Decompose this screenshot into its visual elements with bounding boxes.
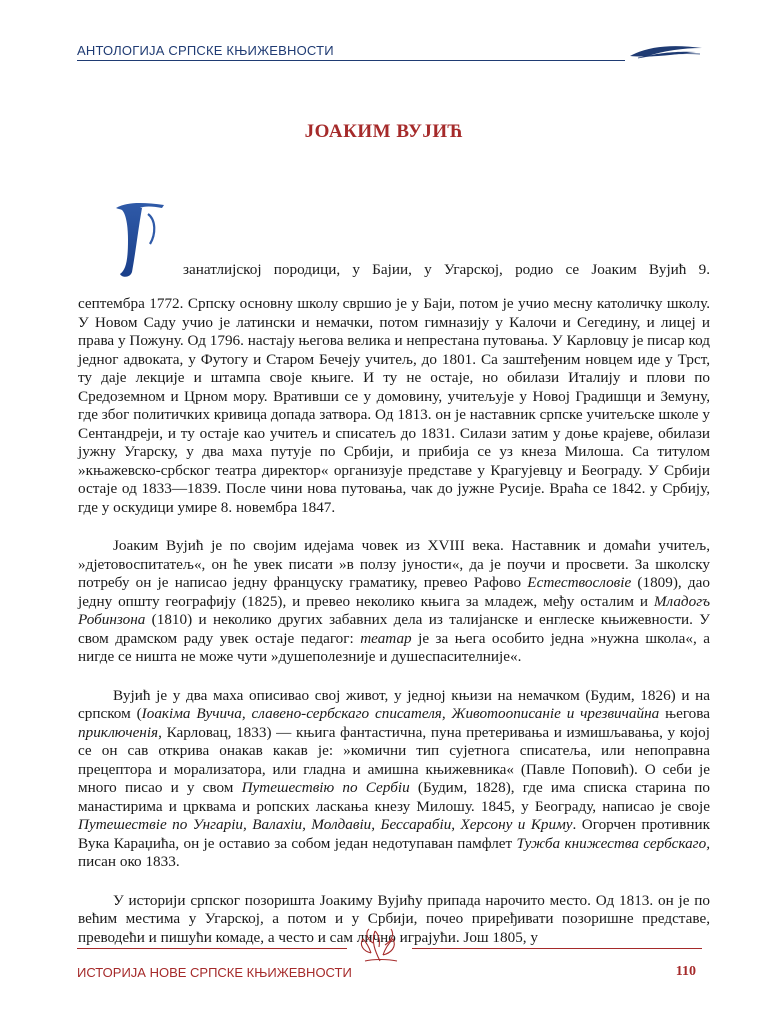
italic-title: Путешествію по Сербіи [241,779,410,796]
footer-rule-right [412,948,702,949]
italic-title: приключенія [78,723,159,741]
italic-title: Тужба книжества сербскаго, [516,834,710,852]
text-run: септембра 1772. Српску основну школу свршио је у Баји, потом је учио месну католичку школу. У Новом Саду учио је латински и немачки, потом гимназију у Калочи и Сегедину, и лицеј и права у Пожуну. Од 1796. настају његова велика и непрестана путовања. У Карловцу је писар код једног адвоката, у Футогу и Старом Бечеју учитељ, до 1801. Са заштеђеним новцем иде у Трст, ту даје лекције и штампа своје књиге. И ту не остаје, но обилази Италију и плови по Средоземном и Црном мору. Вративши се у домовину, учитељује у Новој Градишци и Земуну, где због политичких кривица допада затвора. Од 1813. он је наставник српске учитељске школе у Сентандреји, и ту остаје као учитељ и списатељ до 1831. Силази затим у доње крајеве, обилази јужну Угарску, у два маха путује по Србији, и прибија се уз кнеза Милоша. Са титулом »књажевско-србског театра директор« организује представе у Крагујевцу и Београду. У Србији остаје од 1833—1839. После чини нова путовања, чак до јужне Русије. Враћа се 1842. у Србију, где у оскудици умире 8. новембра 1847. [78,295,710,516]
italic-title: театар [360,629,412,647]
wave-flourish-icon [628,42,704,60]
article-body [78,295,710,967]
paragraph [78,687,710,872]
italic-title: Младогъ Робинзона [78,592,710,628]
header-rule [77,60,625,61]
paragraph [78,537,710,667]
text-run: (1810) и неколико других забавних дела из талијанске и енглеске књижевности. У свом драмском раду увек остаје педагог: [78,611,710,647]
text-run: (1809), дао једну општу географију (1825), и превео неколико књига за младеж, међу осталим и [78,574,710,610]
first-line: занатлијској породици, у Бајии, у Угарској, родио се Јоаким Вујић 9. [183,261,710,278]
text-run: Вујић је у два маха описивао свој живот, у једној књизи на немачком (Будим, 1826) и на српском ( [78,686,710,722]
drop-cap-letter [112,200,168,280]
page-number: 110 [675,964,696,979]
text-run: , Карловац, 1833) — књига фантастична, пуна претеривања и измишљавања, у којој се он сав открива онакав какав је: »комични тип сујетнога списатеља, или непоправна прецептора и морализатора, или гладна и амишна књижевника« (Павле Поповић). О себи је много писао и у свом [78,723,710,796]
text-run: је за њега особито једна »нужна школа«, а нигде се ништа не може чути »душеполезније и душеспасителније«. [78,629,710,665]
floral-ornament-icon [353,925,407,965]
article-title: ЈОАКИМ ВУЈИЋ [304,121,464,142]
text-run: (Будим, 1828), где има списка старина по манастирима и црквама и ропских ласкања кнезу Милошу. 1845, у Београду, написао је своје [78,779,710,815]
italic-title: Путешествіе по Унгаріи, Валахіи, Молдавіи, Бессарабіи, Херсону и Криму [78,816,573,833]
running-footer: ИСТОРИЈА НОВЕ СРПСКЕ КЊИЖЕВНОСТИ [77,965,352,980]
text-run: У историји српског позоришта Јоакиму Вујићу припада нарочито место. Од 1813. он је по већим местима у Угарској, а потом и у Србији, почео приређивати позоришне представе, преводећи и пишући комаде, а често и сам лично играјући. Још 1805, у [78,891,710,946]
text-run: Јоаким Вујић је по својим идејама човек из XVIII века. Наставник и домаћи учитељ, »дјетовоспитатељ«, он ће увек писати »в ползу јуности«, да је поучи и просвети. За школску потребу он је написао једну француску граматику, превео Рафово [78,537,710,591]
text-run: . Огорчен противник Вука Караџића, он је оставио за собом један недотупаван памфлет [78,816,711,852]
italic-title: Естествословіе [527,574,632,591]
running-header: АНТОЛОГИЈА СРПСКЕ КЊИЖЕВНОСТИ [77,43,334,58]
text-run: писан око 1833. [78,853,180,870]
footer-rule-left [77,948,347,949]
paragraph [78,295,710,517]
italic-title: Іоакіма Вучича, славено-сербскаго списателя, Животоописаніе и чрезвичайна [141,705,660,722]
text-run: његова [659,705,710,722]
